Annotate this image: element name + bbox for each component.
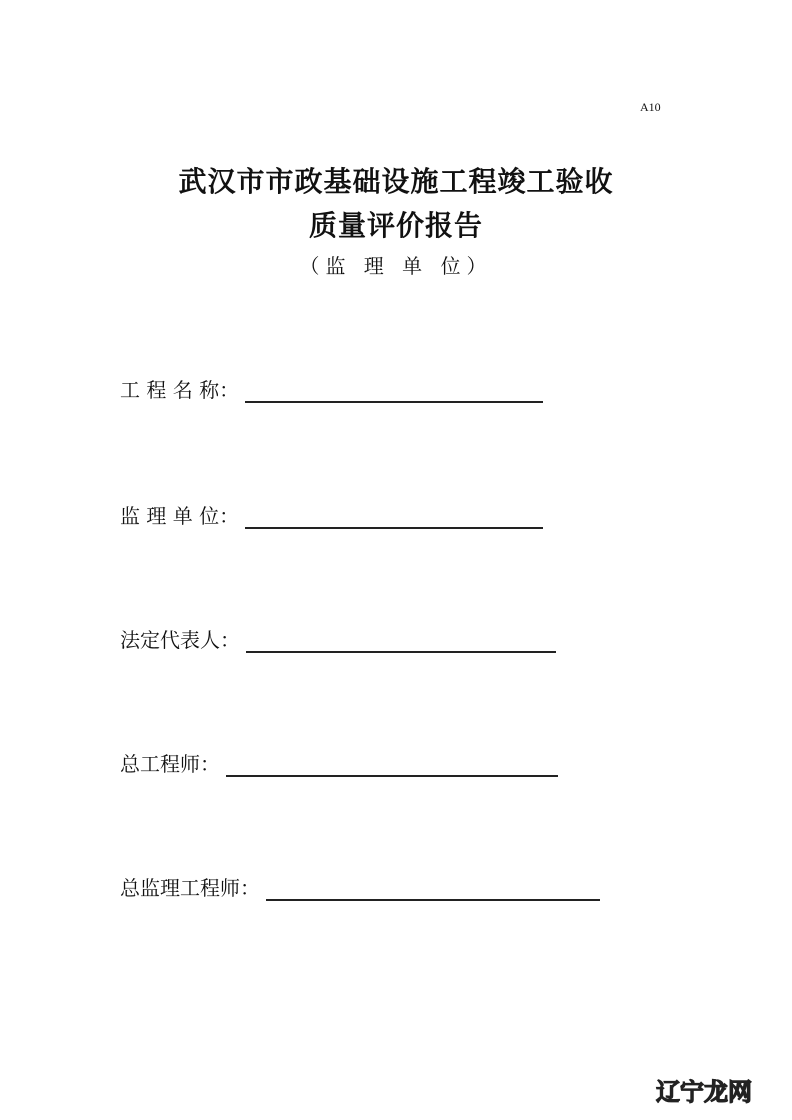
field-chief-engineer [120, 748, 558, 777]
field-blank-line[interactable] [246, 629, 556, 653]
document-subtitle: （监 理 单 位） [299, 254, 493, 278]
field-supervision-unit [120, 500, 543, 529]
field-blank-line[interactable] [245, 505, 543, 529]
field-label: 总工程师： [120, 752, 220, 776]
document-title-line2: 质量评价报告 [308, 209, 483, 242]
field-label: 总监理工程师： [120, 876, 260, 900]
document-title-line1: 武汉市市政基础设施工程竣工验收 [178, 165, 614, 198]
field-blank-line[interactable] [226, 753, 558, 777]
watermark-part2: 龙网 [704, 1078, 752, 1106]
field-legal-representative [120, 624, 556, 653]
form-code: A10 [640, 100, 661, 114]
field-blank-line[interactable] [266, 877, 600, 901]
field-label: 工 程 名 称： [120, 378, 240, 402]
field-label: 监 理 单 位： [120, 504, 240, 528]
field-blank-line[interactable] [245, 379, 543, 403]
field-label: 法定代表人： [120, 628, 240, 652]
watermark-logo [656, 1072, 752, 1107]
watermark-part1: 辽宁 [656, 1078, 704, 1106]
field-chief-supervising-engineer [120, 872, 600, 901]
field-project-name [120, 374, 543, 403]
